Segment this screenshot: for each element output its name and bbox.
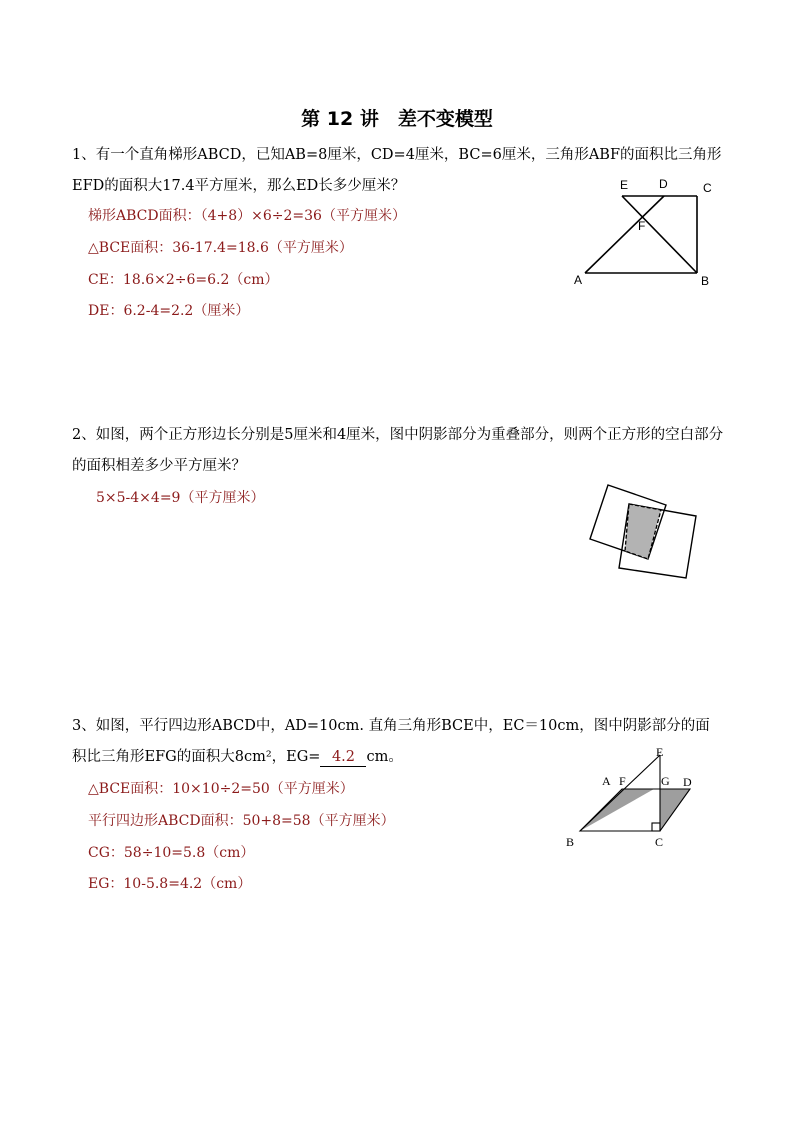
problem-1-answer-1: 梯形ABCD面积：（4+8）×6÷2=36（平方厘米） bbox=[88, 208, 406, 224]
problem-3-text-after: cm。 bbox=[366, 749, 403, 765]
label-a: A bbox=[574, 273, 583, 287]
problem-2-text: 2、如图，两个正方形边长分别是5厘米和4厘米，图中阴影部分为重叠部分，则两个正方形的空白部分的面积相差多少平方厘米？ bbox=[72, 427, 724, 474]
label-e: E bbox=[620, 178, 629, 192]
trapezoid-lines bbox=[585, 196, 697, 273]
problem-3-answer-3: CG：58÷10=5.8（cm） bbox=[88, 845, 255, 861]
label-f: F bbox=[619, 774, 626, 788]
label-a: A bbox=[602, 774, 611, 788]
problem-3-answer-2: 平行四边形ABCD面积：50+8=58（平方厘米） bbox=[88, 813, 395, 829]
problem-1-answer-3: CE：18.6×2÷6=6.2（cm） bbox=[88, 272, 279, 288]
problem-3-answer-1: △BCE面积：10×10÷2=50（平方厘米） bbox=[88, 781, 354, 797]
problem-1-answer-2: △BCE面积：36-17.4=18.6（平方厘米） bbox=[88, 240, 353, 256]
problem-2-figure bbox=[582, 477, 712, 587]
page-title: 第 12 讲 差不变模型 bbox=[301, 108, 493, 130]
problem-1-figure bbox=[565, 172, 745, 292]
label-d: D bbox=[659, 177, 668, 191]
problem-1-text: 1、有一个直角梯形ABCD，已知AB=8厘米，CD=4厘米，BC=6厘米，三角形ABF的面积比三角形EFD的面积大17.4平方厘米，那么ED长多少厘米？ bbox=[72, 147, 722, 194]
label-f: F bbox=[638, 219, 646, 233]
problem-1-answer-4: DE：6.2-4=2.2（厘米） bbox=[88, 303, 250, 319]
label-d: D bbox=[683, 775, 692, 789]
problem-3-text-before: 3、如图，平行四边形ABCD中，AD=10cm. 直角三角形BCE中，EC＝10cm，图中阴影部分的面积比三角形EFG的面积大8cm²，EG= bbox=[72, 718, 710, 765]
problem-3-answer-4: EG：10-5.8=4.2（cm） bbox=[88, 876, 252, 892]
overlap-shaded bbox=[625, 504, 661, 559]
label-g: G bbox=[661, 774, 670, 788]
label-c: C bbox=[655, 835, 664, 849]
label-b: B bbox=[566, 835, 575, 849]
problem-3-figure bbox=[560, 742, 710, 852]
label-e: E bbox=[656, 745, 664, 759]
answer-blank: 4.2 bbox=[320, 748, 366, 767]
problem-2-answer-1: 5×5-4×4=9（平方厘米） bbox=[96, 490, 265, 506]
label-b: B bbox=[701, 274, 710, 288]
label-c: C bbox=[703, 181, 712, 195]
